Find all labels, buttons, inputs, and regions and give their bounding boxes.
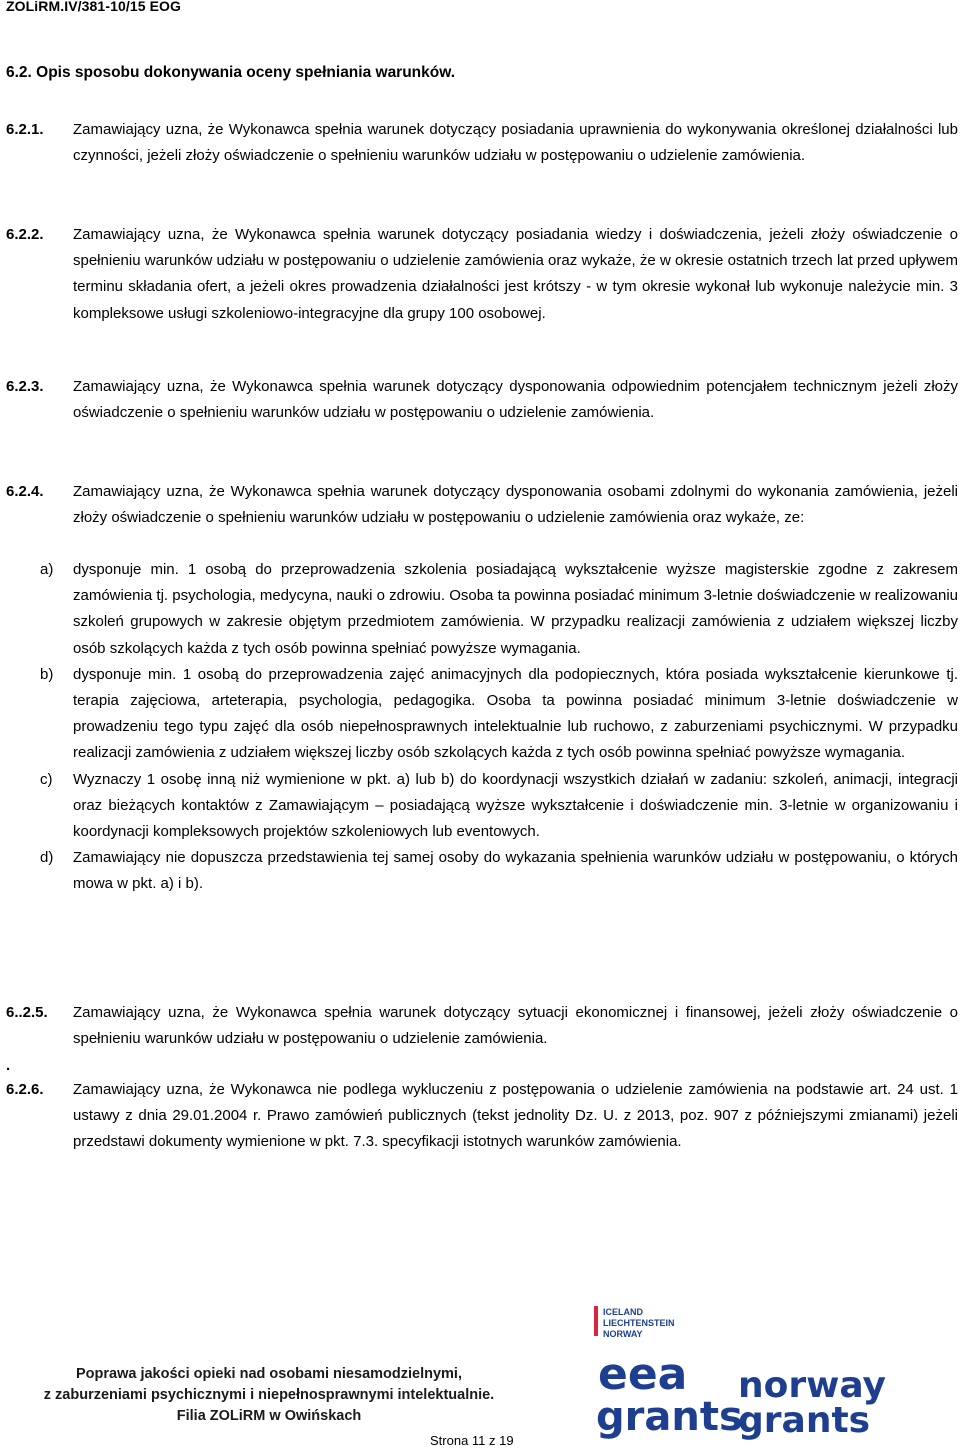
paragraph-number: 6.2.4. [6,483,44,500]
eea-country-3: NORWAY [603,1329,643,1339]
list-item-label: b) [40,665,54,683]
paragraph-text: Zamawiający uzna, że Wykonawca spełnia warunek dotyczący sytuacji ekonomicznej i finansowej, jeżeli złoży oświadczenie o spełnieniu warunków udziału w postępowaniu o udzielenie zamówienia. [73,1004,958,1048]
document-reference: ZOLiRM.IV/381-10/15 EOG [6,0,182,14]
paragraph-text: Zamawiający uzna, że Wykonawca spełnia warunek dotyczący dysponowania osobami zdolnymi do wykonania zamówienia, jeżeli złoży oświadczenie o spełnieniu warunków udziału w postępowaniu o udzielenie zamówienia oraz wykaże, ze: [73,483,958,527]
paragraph-6-2-4 [6,479,958,531]
paragraph-text: Zamawiający uzna, że Wykonawca spełnia warunek dotyczący dysponowania odpowiednim potencjałem technicznym jeżeli złoży oświadczenie o spełnieniu warunków udziału w postępowaniu o udzielenie zamówienia. [73,378,958,422]
paragraph-6-2-6 [6,1077,958,1156]
eea-country-1: ICELAND [603,1307,643,1317]
norway-word: norway [738,1365,887,1406]
list-item-text: dysponuje min. 1 osobą do przeprowadzenia szkolenia posiadającą wykształcenie wyższe magisterskie zgodne z zakresem zamówienia tj. psychologia, medycyna, nauki o zdrowiu. Osoba ta powinna posiadać minimum 3-letnie doświadczenie w realizowaniu szkoleń grupowych w zakresie objętym przedmiotem zamówienia. W przypadku realizacji zamówienia z udziałem większej liczby osób szkolących każda z tych osób powinna spełniać powyższe wymagania. [73,561,958,657]
paragraph-number: 6.2.3. [6,378,44,395]
paragraph-6-2-3 [6,374,958,426]
paragraph-number: 6.2.2. [6,226,44,243]
paragraph-6-2-1 [6,117,958,169]
page-number: Strona 11 z 19 [430,1433,514,1448]
grants-word: grants [738,1400,871,1441]
paragraph-text: Zamawiający uzna, że Wykonawca spełnia warunek dotyczący posiadania wiedzy i doświadczenia, jeżeli złoży oświadczenie o spełnieniu warunków udziału w postępowaniu o udzielenie zamówienia oraz wykaże, że w okresie ostatnich trzech lat przed upływem terminu składania ofert, a jeżeli okres prowadzenia działalności jest krótszy - w tym okresie wykonał lub wykonuje należycie min. 3 kompleksowe usługi szkoleniowo-integracyjne dla grupy 100 osobowej. [73,226,958,322]
footer-line: Poprawa jakości opieki nad osobami niesamodzielnymi, [76,1366,462,1382]
paragraph-number: 6.2.6. [6,1081,44,1098]
list-item-text: dysponuje min. 1 osobą do przeprowadzenia zajęć animacyjnych dla podopiecznych, która posiada wykształcenie kierunkowe tj. terapia zajęciowa, arteterapia, psychologia, pedagogika. Osoba ta powinna posiadać minimum 3-letnie doświadczenie w prowadzeniu tego typu zajęć dla osób niepełnosprawnych intelektualnie lub ruchowo, z zaburzeniami psychicznymi. W przypadku realizacji zamówienia z udziałem większej liczby osób szkolących każda z tych osób powinna spełniać powyższe wymagania. [73,665,958,762]
list-item-label: c) [40,770,53,788]
list-item-label: a) [40,561,54,578]
paragraph-6-2-5 [6,1000,958,1052]
paragraph-number: 6.2.1. [6,121,44,138]
paragraph-text: Zamawiający uzna, że Wykonawca spełnia warunek dotyczący posiadania uprawnienia do wykonywania określonej działalności lub czynności, jeżeli złoży oświadczenie o spełnieniu warunków udziału w postępowaniu o udzielenie zamówienia. [73,121,958,165]
list-item-label: d) [40,849,54,867]
eea-word: eea [598,1349,688,1400]
section-title: 6.2. Opis sposobu dokonywania oceny spełniania warunków. [6,64,456,81]
requirements-list [6,557,958,898]
stray-dot: . [6,1057,11,1074]
grants-word: grants [596,1394,743,1440]
paragraph-number: 6..2.5. [6,1004,48,1021]
footer-line: z zaburzeniami psychicznymi i niepełnosprawnymi intelektualnie. [43,1387,495,1403]
paragraph-text: Zamawiający uzna, że Wykonawca nie podlega wykluczeniu z postępowania o udzielenie zamówienia na podstawie art. 24 ust. 1 ustawy z dnia 29.01.2004 r. Prawo zamówień publicznych (tekst jednolity Dz. U. z 2013, poz. 907 z późniejszymi zmianami) jeżeli przedstawi dokumenty wymienione w pkt. 7.3. specyfikacji istotnych warunków zamówienia. [73,1081,958,1151]
project-footer [8,1364,530,1427]
list-item-text: Zamawiający nie dopuszcza przedstawienia tej samej osoby do wykazania spełnienia warunków udziału w postępowaniu, o których mowa w pkt. a) i b). [73,849,958,893]
footer-line: Filia ZOLiRM w Owińskach [176,1408,362,1424]
paragraph-6-2-2 [6,222,958,327]
list-item [6,845,958,897]
eea-logo-bar [594,1306,598,1336]
norway-grants-logo [736,1364,958,1441]
eea-country-2: LIECHTENSTEIN [603,1318,675,1328]
list-item [6,557,958,662]
eea-grants-logo [594,1304,743,1440]
list-item [6,662,958,767]
list-item-text: Wyznaczy 1 osobę inną niż wymienione w pkt. a) lub b) do koordynacji wszystkich działań w zadaniu: szkoleń, animacji, integracji oraz bieżących kontaktów z Zamawiającym – posiadającą wyższe wykształcenie i doświadczenie min. 3-letnie w organizowaniu i koordynacji kompleksowych projektów szkoleniowych lub eventowych. [73,770,958,841]
list-item [6,767,958,846]
